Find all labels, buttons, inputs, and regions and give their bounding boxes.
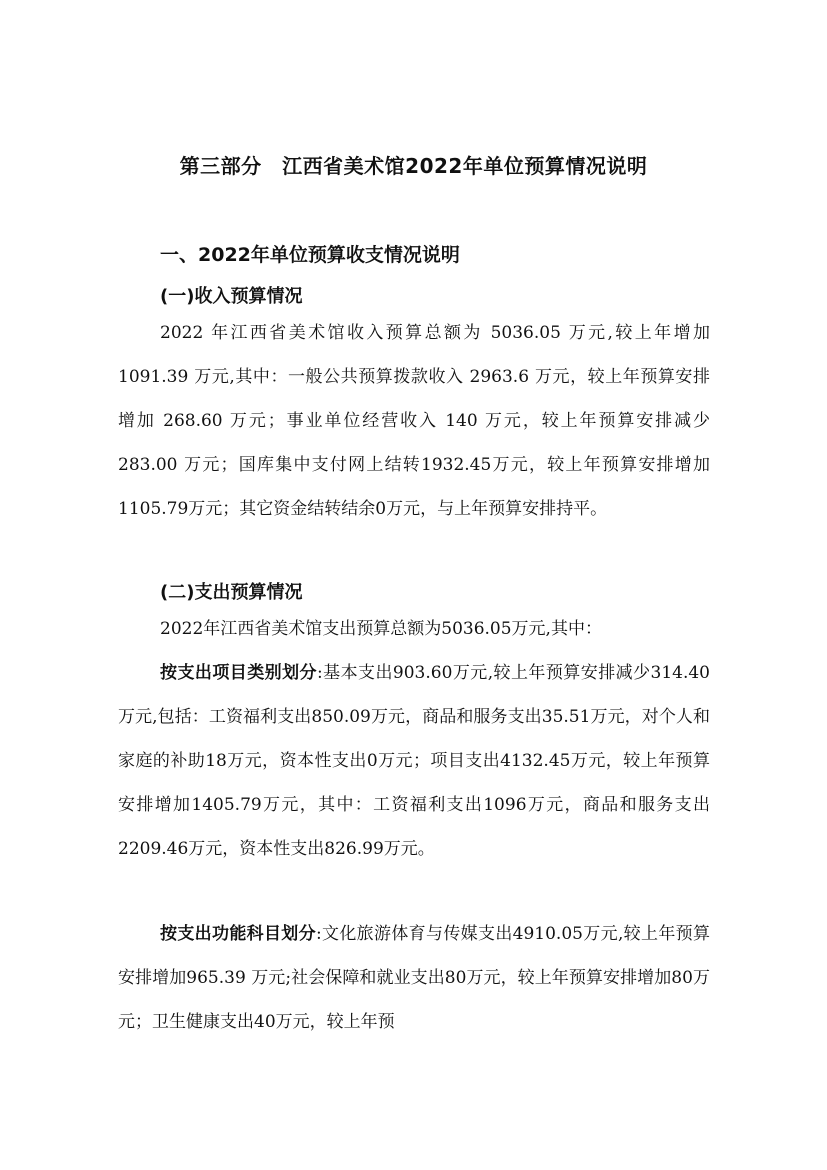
text-by-item: :基本支出903.60万元,较上年预算安排减少314.40万元,包括：工资福利支出850.09万元，商品和服务支出35.51万元，对个人和家庭的补助18万元，资本性支出0万元；项目支出4132.45万元，较上年预算安排增加1405.79万元，其中：工资福利支出1096万元，商品和服务支出2209.46万元，资本性支出826.99万元。 <box>118 663 710 859</box>
subheading-expenditure: (二)支出预算情况 <box>160 582 303 603</box>
section-heading-budget-overview: 一、2022年单位预算收支情况说明 <box>160 244 460 266</box>
lead-by-function: 按支出功能科目划分 <box>160 924 316 944</box>
paragraph-expenditure-by-item <box>118 651 710 871</box>
document-title: 第三部分 江西省美术馆2022年单位预算情况说明 <box>179 154 648 178</box>
paragraph-income: 2022 年江西省美术馆收入预算总额为 5036.05 万元,较上年增加 1091.39 万元,其中：一般公共预算拨款收入 2963.6 万元，较上年预算安排增加 268.60 万元；事业单位经营收入 140 万元，较上年预算安排减少 283.00 万元；国库集中支付网上结转1932.45万元，较上年预算安排增加1105.79万元；其它资金结转结余0万元，与上年预算安排持平。 <box>118 323 710 519</box>
text-by-function: :文化旅游体育与传媒支出4910.05万元,较上年预算安排增加965.39 万元;社会保障和就业支出80万元，较上年预算安排增加80万元；卫生健康支出40万元，较上年预 <box>118 924 710 1032</box>
lead-by-item: 按支出项目类别划分 <box>160 663 317 683</box>
paragraph-expenditure-intro: 2022年江西省美术馆支出预算总额为5036.05万元,其中： <box>160 619 602 639</box>
paragraph-expenditure-by-function <box>118 912 710 1044</box>
subheading-income: (一)收入预算情况 <box>160 286 303 307</box>
